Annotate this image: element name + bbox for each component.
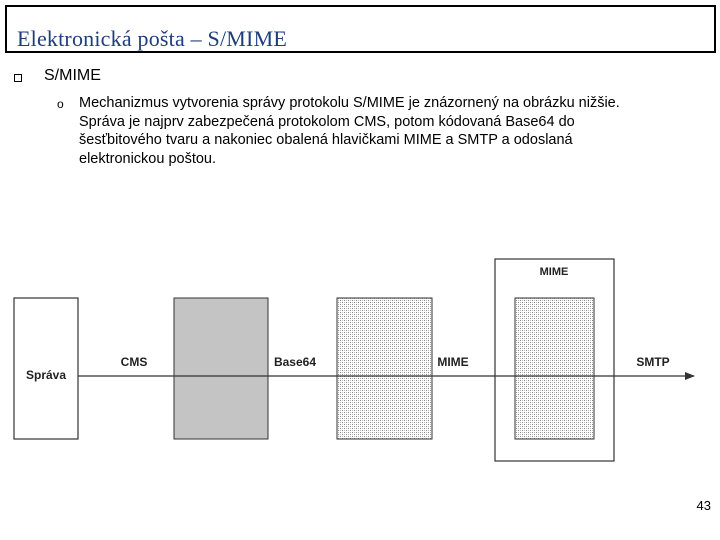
label-cms: CMS xyxy=(120,355,148,369)
label-message: Správa xyxy=(25,368,67,382)
label-smtp: SMTP xyxy=(636,355,670,369)
paragraph-line-3: šesťbitového tvaru a nakoniec obalená hlavičkami MIME a SMTP a odoslaná xyxy=(79,132,573,148)
mime-inner-box xyxy=(515,298,594,439)
paragraph-line-2: Správa je najprv zabezpečená protokolom CMS, potom kódovaná Base64 do xyxy=(79,113,575,130)
paragraph-line-4: elektronickou poštou. xyxy=(79,150,217,167)
label-base64: Base64 xyxy=(273,355,317,369)
page-number: 43 xyxy=(696,498,711,513)
base64-box xyxy=(337,298,432,439)
paragraph-line-1: Mechanizmus vytvorenia správy protokolu S/MIME je znázornený na obrázku nižšie. xyxy=(79,95,620,111)
label-outer-mime: MIME xyxy=(539,266,569,278)
slide-title: Elektronická pošta – S/MIME xyxy=(17,26,287,51)
cms-box xyxy=(174,298,268,439)
sub-bullet-icon: o xyxy=(57,97,64,111)
section-heading: S/MIME xyxy=(44,67,101,84)
label-mime: MIME xyxy=(437,355,469,369)
